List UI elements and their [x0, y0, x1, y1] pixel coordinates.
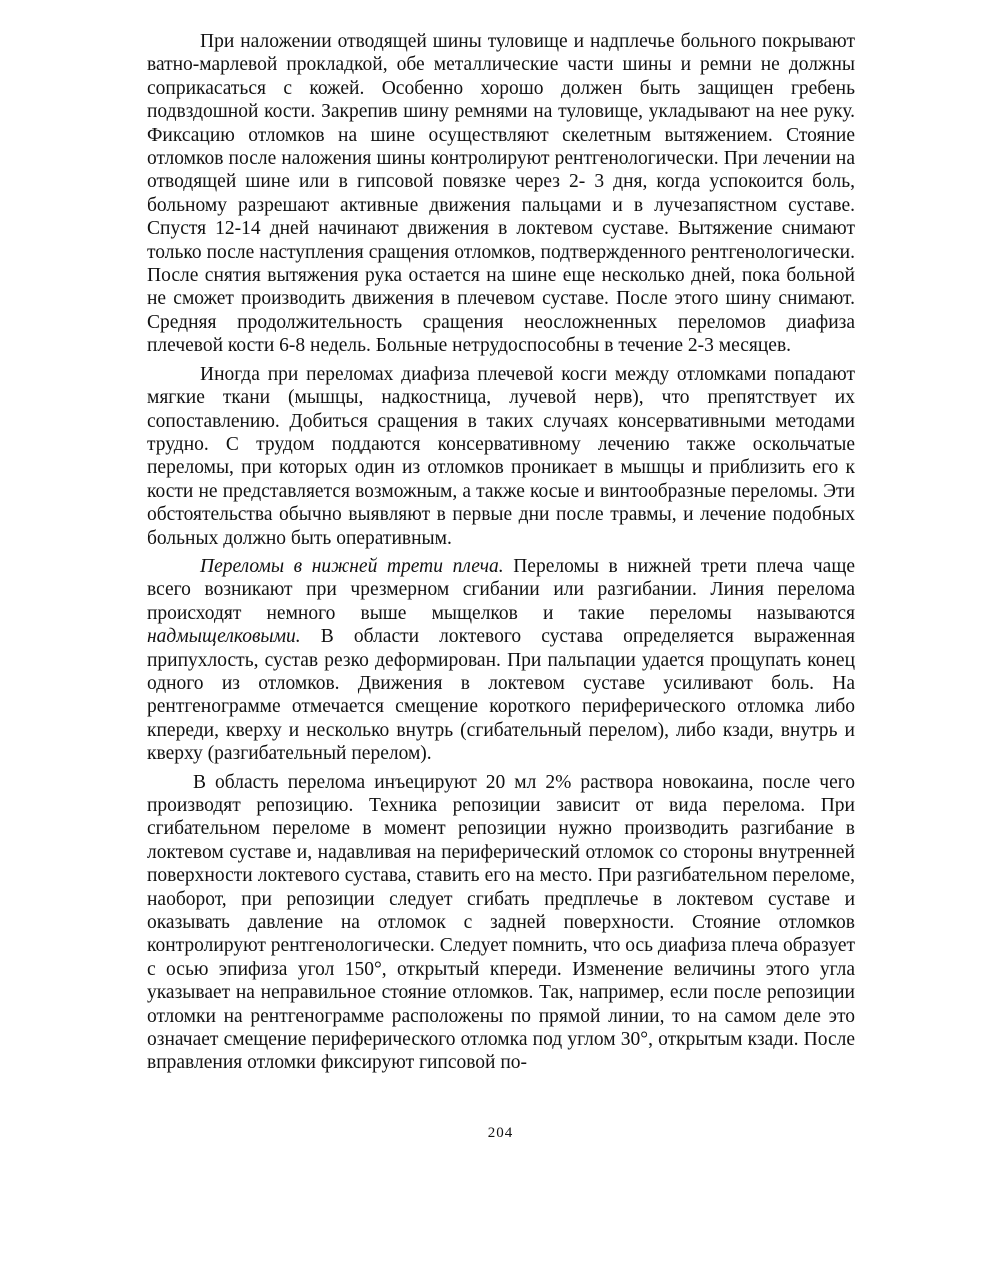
section-heading: Переломы в нижней трети плеча.: [200, 555, 504, 577]
paragraph-soft-tissue-interposition: Иногда при переломах диафиза плечевой косги между отломками попадают мягкие ткани (мышцы, надкостница, лучевой нерв), что препятствует их сопоставлению. Добиться сращения в таких случаях консервативными методами трудно. С трудом поддаются консервативному лечению также оскольчатые переломы, при которых один из отломков проникает в мышцы и приблизить его к кости не представляется возможным, а также косые и винтообразные переломы. Эти обстоятельства обычно выявляют в первые дни после травмы, и лечение подобных больных должно быть оперативным.: [147, 363, 855, 549]
paragraph-lower-third-fractures: [147, 555, 855, 766]
page-number: 204: [487, 1125, 514, 1141]
paragraph-splint-treatment: При наложении отводящей шины туловище и надплечье больного покрывают ватно-марлевой прокладкой, обе металлические части шины и ремни не должны соприкасаться с кожей. Особенно хорошо должен быть защищен гребень подвздошной кости. Закрепив шину ремнями на туловище, укладывают на нее руку. Фиксацию отломков на шине осуществляют скелетным вытяжением. Стояние отломков после наложения шины контролируют рентгенологически. При лечении на отводящей шине или в гипсовой повязке через 2- 3 дня, когда успокоится боль, больному разрешают активные движения пальцами и в лучезапястном суставе. Спустя 12-14 дней начинают движения в локтевом суставе. Вытяжение снимают только после наступления сращения отломков, подтвержденного рентгенологически. После снятия вытяжения рука остается на шине еще несколько дней, пока больной не сможет производить движения в плечевом суставе. После этого шину снимают. Средняя продолжительность сращения неосложненных переломов диафиза плечевой кости 6-8 недель. Больные нетрудоспособны в течение 2-3 месяцев.: [147, 31, 855, 357]
paragraph-text: В области локтевого сустава определяется выраженная припухлость, сустав резко деформирован. При пальпации удается прощупать конец одного из отломков. Движения в локтевом суставе усиливают боль. На рентгенограмме отмечается смещение короткого периферического отломка либо кпереди, кверху и несколько внутрь (сгибательный перелом), либо кзади, внутрь и кверху (разгибательный перелом).: [147, 626, 855, 765]
body-text: [147, 30, 855, 1080]
italic-term: надмыщелковыми.: [147, 626, 301, 648]
paragraph-reposition-technique: В область перелома инъецируют 20 мл 2% раствора новокаина, после чего производят репозицию. Техника репозиции зависит от вида перелома. При сгибательном переломе в момент репозиции нужно производить разгибание в локтевом суставе и, надавливая на периферический отломок со стороны внутренней поверхности локтевого сустава, ставить его на место. При разгибательном переломе, наоборот, при репозиции следует сгибать предплечье в локтевом суставе и оказывать давление на отломок с задней поверхности. Стояние отломков контролируют рентгенологически. Следует помнить, что ось диафиза плеча образует с осью эпифиза угол 150°, открытый кпереди. Изменение величины этого угла указывает на неправильное стояние отломков. Так, например, если после репозиции отломки на рентгенограмме расположены по прямой линии, то на самом деле это означает смещение периферического отломка под углом 30°, открытым кзади. После вправления отломки фиксируют гипсовой по-: [147, 771, 855, 1074]
paragraph-text: Переломы в нижней трети плеча чаще всего возникают при чрезмерном сгибании или разгибании. Линия перелома происходят немного выше мыщелков и такие переломы называются: [147, 555, 855, 624]
